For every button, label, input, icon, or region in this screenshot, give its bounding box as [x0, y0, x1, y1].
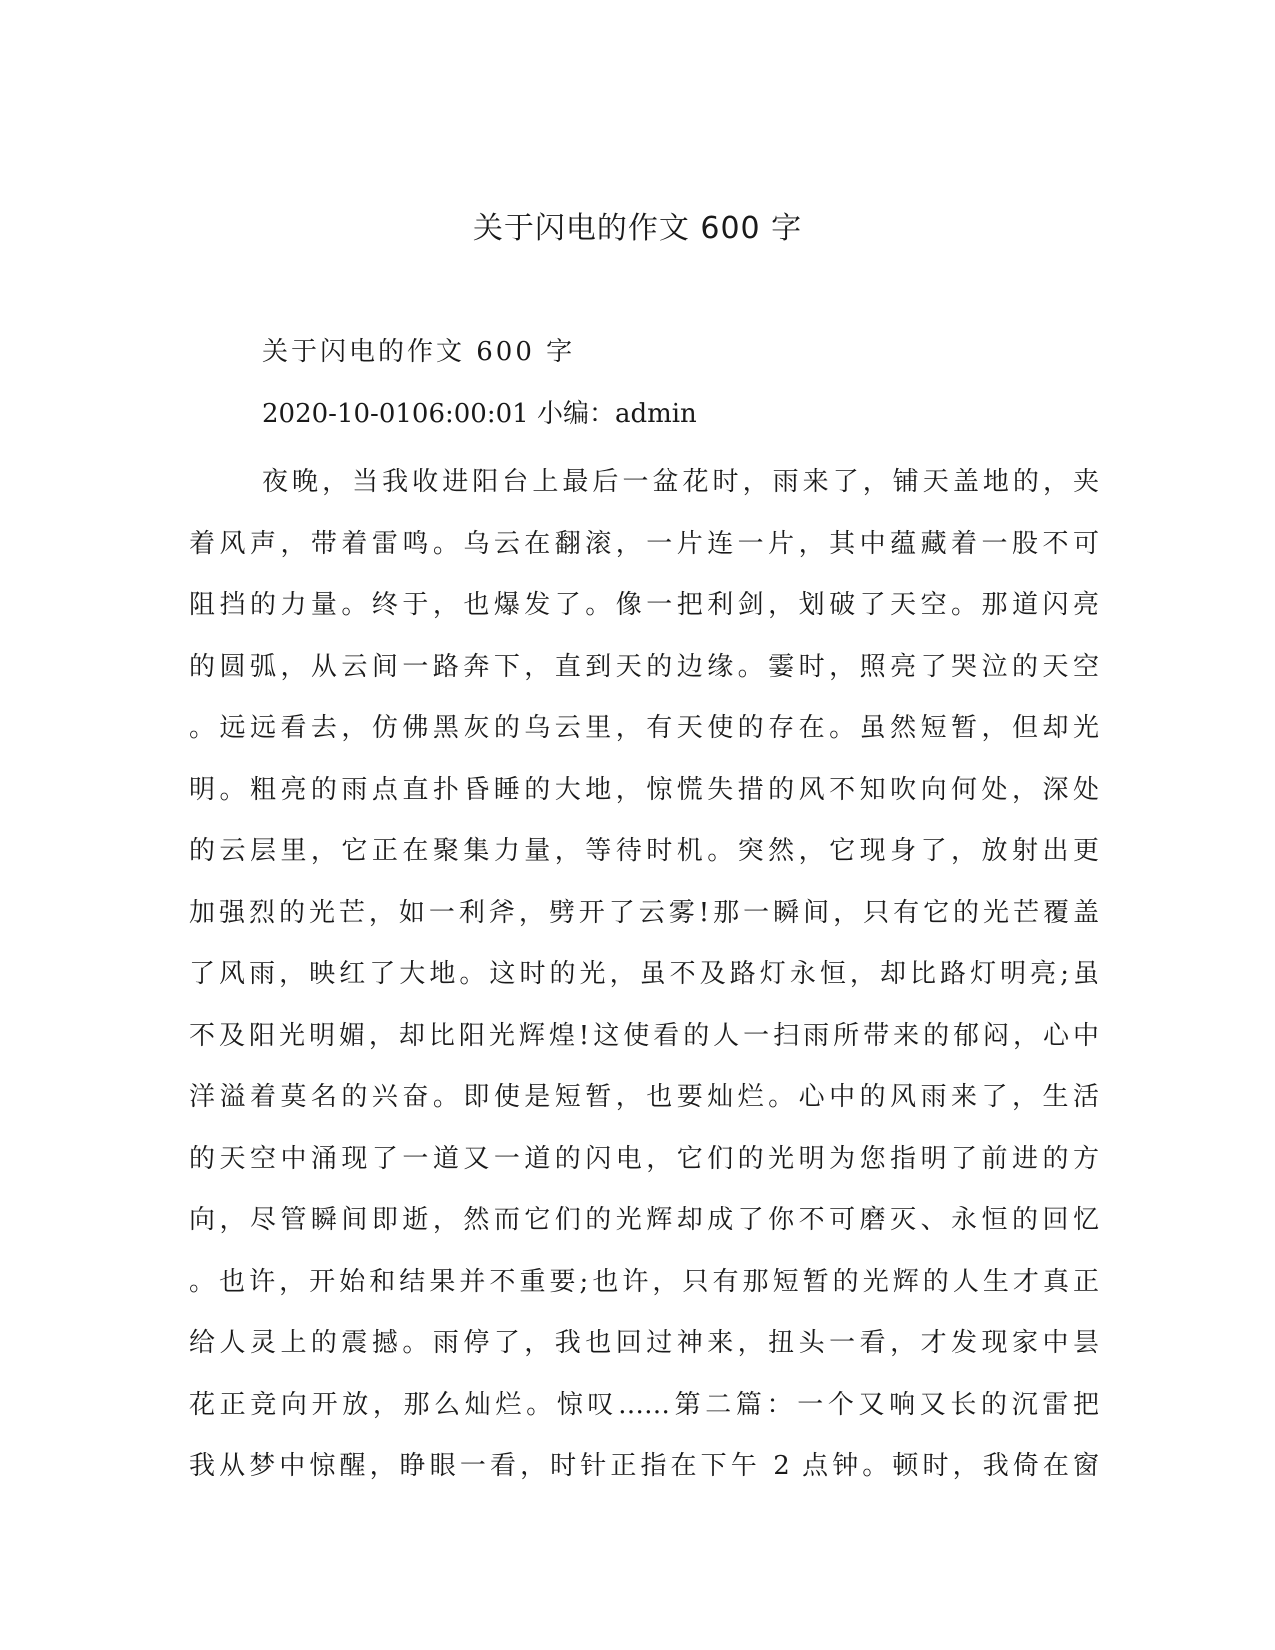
body-line: 洋溢着莫名的兴奋。即使是短暂，也要灿烂。心中的风雨来了，生活: [189, 1082, 1099, 1112]
body-line: 的圆弧，从云间一路奔下，直到天的边缘。霎时，照亮了哭泣的天空: [189, 651, 1099, 682]
article-body: [189, 452, 1099, 1498]
body-line: 了风雨，映红了大地。这时的光，虽不及路灯永恒，却比路灯明亮;虽: [189, 959, 1099, 989]
body-line: 加强烈的光芒，如一利斧，劈开了云雾!那一瞬间，只有它的光芒覆盖: [189, 897, 1099, 928]
article-subtitle: 关于闪电的作文 600 字: [262, 337, 576, 367]
body-line: 。也许，开始和结果并不重要;也许，只有那短暂的光辉的人生才真正: [189, 1266, 1099, 1297]
body-line: 我从梦中惊醒，睁眼一看，时针正指在下午 2 点钟。顿时，我倚在窗: [189, 1451, 1099, 1481]
body-line: 阻挡的力量。终于，也爆发了。像一把利剑，划破了天空。那道闪亮: [189, 590, 1099, 620]
body-line: 明。粗亮的雨点直扑昏睡的大地，惊慌失措的风不知吹向何处，深处: [189, 774, 1099, 805]
body-line: 的天空中涌现了一道又一道的闪电，它们的光明为您指明了前进的方: [189, 1143, 1099, 1174]
body-line: 向，尽管瞬间即逝，然而它们的光辉却成了你不可磨灭、永恒的回忆: [189, 1205, 1099, 1235]
body-line: 的云层里，它正在聚集力量，等待时机。突然，它现身了，放射出更: [189, 836, 1099, 866]
body-line: 夜晚，当我收进阳台上最后一盆花时，雨来了，铺天盖地的，夹: [262, 467, 1099, 497]
body-line: 着风声，带着雷鸣。乌云在翻滚，一片连一片，其中蕴藏着一股不可: [189, 528, 1099, 559]
article-meta: 2020-10-0106:00:01 小编：admin: [262, 399, 697, 429]
document-title: 关于闪电的作文 600 字: [472, 211, 803, 246]
body-line: 给人灵上的震撼。雨停了，我也回过神来，扭头一看，才发现家中昙: [189, 1328, 1099, 1358]
body-line: 。远远看去，仿佛黑灰的乌云里，有天使的存在。虽然短暂，但却光: [189, 713, 1099, 743]
body-line: 不及阳光明媚，却比阳光辉煌!这使看的人一扫雨所带来的郁闷，心中: [189, 1020, 1099, 1051]
body-line: 花正竞向开放，那么灿烂。惊叹……第二篇：一个又响又长的沉雷把: [189, 1389, 1099, 1420]
